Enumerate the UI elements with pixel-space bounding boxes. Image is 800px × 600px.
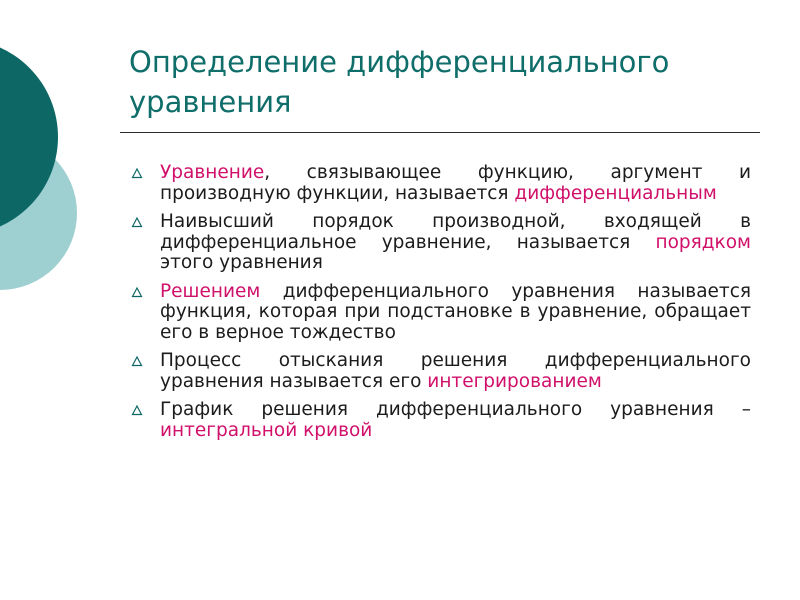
bullet-text: этого уравнения <box>160 252 323 273</box>
hollow-triangle-bullet-icon <box>131 286 143 298</box>
bullet-text: График решения дифференциального уравнения – <box>160 399 751 420</box>
bullet-text: Процесс отыскания решения дифференциального уравнения называется его <box>160 350 751 392</box>
bullet-text: дифференциального уравнения называется функция, которая при подстановке в уравнение, обращает его в верное тождество <box>160 280 751 343</box>
hollow-triangle-bullet-icon <box>131 355 143 367</box>
highlighted-term: дифференциальным <box>514 182 717 204</box>
bullet-text: , связывающее функцию, аргумент и производную функции, называется <box>160 162 751 204</box>
hollow-triangle-bullet-icon <box>131 167 143 179</box>
highlighted-term: интегральной кривой <box>160 419 373 441</box>
bullet-item <box>130 351 751 392</box>
bullet-item <box>130 163 751 204</box>
bullet-item <box>130 400 751 441</box>
decorative-circles <box>0 0 110 320</box>
highlighted-term: Уравнение <box>160 162 265 183</box>
bullet-item <box>130 282 751 344</box>
slide-title: Определение дифференциального уравнения <box>129 45 670 119</box>
highlighted-term: порядком <box>655 231 751 253</box>
highlighted-term: интегрированием <box>427 370 602 392</box>
title-divider <box>120 132 760 133</box>
hollow-triangle-bullet-icon <box>131 404 143 416</box>
bullet-list <box>130 163 751 449</box>
highlighted-term: Решением <box>160 280 261 302</box>
bullet-text: Наивысший порядок производной, входящей в дифференциальное уравнение, называется <box>160 211 751 253</box>
bullet-item <box>130 212 751 274</box>
hollow-triangle-bullet-icon <box>131 216 143 228</box>
